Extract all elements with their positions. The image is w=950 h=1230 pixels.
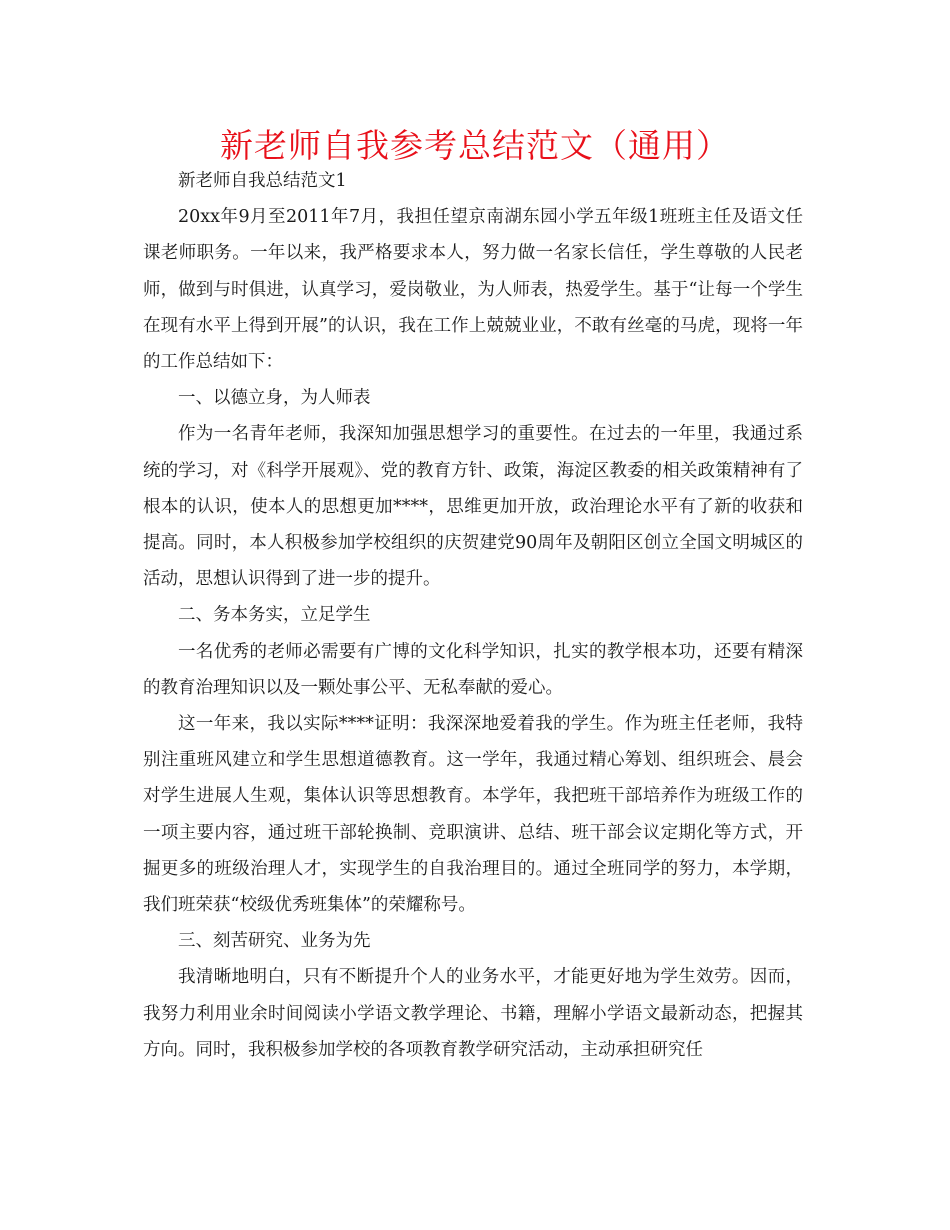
section-2-paragraph-1: 一名优秀的老师必需要有广博的文化科学知识，扎实的教学根本功，还要有精深的教育治理知识以及一颗处事公平、无私奉献的爱心。: [143, 641, 803, 698]
section-2-paragraph-2: 这一年来，我以实际****证明：我深深地爱着我的学生。作为班主任老师，我特别注重班风建立和学生思想道德教育。这一学年，我通过精心筹划、组织班会、晨会对学生进展人生观，集体认识等思想教育。本学年，我把班干部培养作为班级工作的一项主要内容，通过班干部轮换制、竞职演讲、总结、班干部会议定期化等方式，开掘更多的班级治理人才，实现学生的自我治理目的。通过全班同学的努力，本学期，我们班荣获“校级优秀班集体”的荣耀称号。: [143, 714, 803, 916]
section-heading-1: 一、以德立身，为人师表: [178, 388, 371, 409]
section-heading-3: 三、刻苦研究、业务为先: [178, 931, 371, 952]
section-1-paragraph: 作为一名青年老师，我深知加强思想学习的重要性。在过去的一年里，我通过系统的学习，对《科学开展观》、党的教育方针、政策，海淀区教委的相关政策精神有了根本的认识，使本人的思想更加****，思维更加开放，政治理论水平有了新的收获和提高。同时，本人积极参加学校组织的庆贺建党90周年及朝阳区创立全国文明城区的活动，思想认识得到了进一步的提升。: [143, 424, 803, 590]
subtitle-paragraph: 新老师自我总结范文1: [178, 171, 347, 191]
section-3-paragraph: 我清晰地明白，只有不断提升个人的业务水平，才能更好地为学生效劳。因而，我努力利用业余时间阅读小学语文教学理论、书籍，理解小学语文最新动态，把握其方向。同时，我积极参加学校的各项教育教学研究活动，主动承担研究任: [143, 967, 803, 1060]
intro-paragraph: 20xx年9月至2011年7月，我担任望京南湖东园小学五年级1班班主任及语文任课老师职务。一年以来，我严格要求本人，努力做一名家长信任，学生尊敬的人民老师，做到与时俱进，认真学习，爱岗敬业，为人师表，热爱学生。基于“让每一个学生在现有水平上得到开展”的认识，我在工作上兢兢业业，不敢有丝毫的马虎，现将一年的工作总结如下：: [143, 207, 803, 373]
document-body: [143, 163, 803, 1068]
section-heading-2: 二、务本务实，立足学生: [178, 605, 371, 626]
document-title: 新老师自我参考总结范文（通用）: [220, 126, 730, 165]
